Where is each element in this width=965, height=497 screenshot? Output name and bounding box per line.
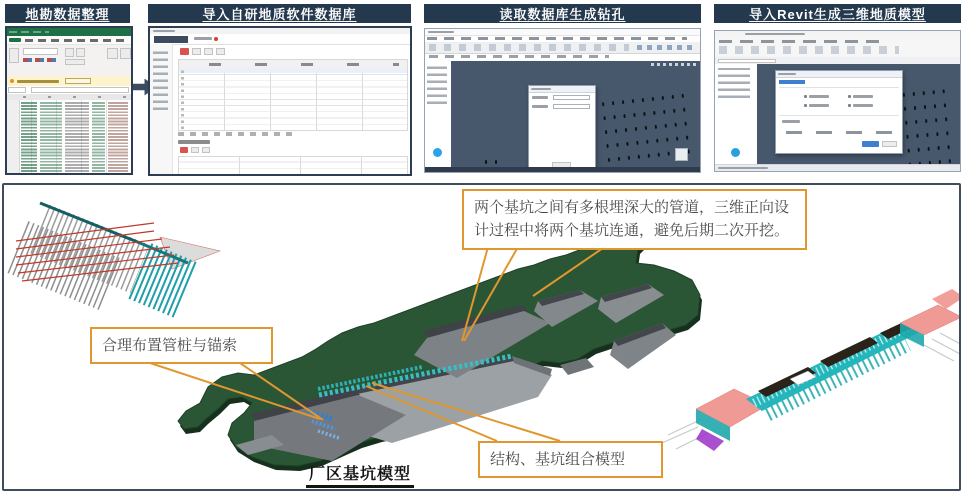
cad-statusbar: [425, 167, 700, 172]
dropdown-field: [553, 95, 590, 100]
geo-model-dialog: [775, 70, 903, 154]
geo-database-screenshot: [148, 26, 412, 176]
excel-ribbon-tabs: [7, 36, 131, 45]
stratum-table: [178, 156, 408, 175]
cad-tree-panel: [425, 61, 452, 167]
active-link: [779, 80, 805, 84]
app-tabbar: [150, 34, 410, 45]
excel-screenshot: [5, 26, 133, 175]
revit-viewport: [757, 64, 960, 165]
callout-pile-anchor: [90, 327, 273, 364]
pile-anchor-model: [16, 203, 220, 291]
callout-pile-anchor-text: 合理布置管桩与锚索: [102, 337, 238, 354]
generate-borehole-dialog: [528, 85, 596, 173]
cancel-button: [882, 141, 897, 147]
view-tools: [651, 63, 697, 66]
table-rows: [179, 68, 407, 130]
excel-titlebar: [7, 28, 131, 36]
enable-content-button: [65, 78, 91, 84]
callout-pipeline-text: 两个基坑之间有多根埋深大的管道，三维正向设计过程中将两个基坑连通，避免后期二次开挖。: [474, 199, 790, 240]
step-1-banner: 地勘数据整理: [5, 4, 130, 23]
revit-statusbar: [715, 164, 960, 171]
borehole-markers: [898, 84, 955, 172]
notification-dot: [214, 37, 218, 41]
delete-button: [180, 48, 189, 55]
warning-icon: [10, 79, 14, 83]
excel-grid: [7, 100, 131, 173]
viewcube-icon: [675, 148, 688, 161]
callout-pipeline: [462, 189, 807, 250]
step-2-banner: 导入自研地质软件数据库: [148, 4, 411, 23]
revit-browser-panel: [715, 64, 758, 165]
callout-combined-model: [478, 441, 663, 478]
ok-button: [862, 141, 879, 147]
dropdown-field: [553, 104, 590, 109]
section-label: [178, 140, 210, 144]
excel-ribbon: [7, 45, 131, 77]
borehole-cad-screenshot: [424, 28, 701, 173]
revit-ribbon: [715, 37, 960, 58]
cad-titlebar: [425, 29, 700, 36]
help-icon: [433, 148, 442, 157]
step-4-banner: 导入Revit生成三维地质模型: [714, 4, 961, 23]
revit-screenshot: [714, 30, 961, 172]
callout-combined-model-text: 结构、基坑组合模型: [490, 451, 626, 468]
cad-menubar: [427, 37, 687, 40]
cad-toolbar: [425, 42, 700, 54]
help-icon: [731, 148, 740, 157]
model-caption: 厂区基坑模型: [306, 461, 414, 488]
structure-pit-model: [662, 289, 959, 451]
checkbox-column: [181, 69, 184, 129]
selected-row: [179, 68, 407, 73]
step-3-banner: 读取数据库生成钻孔: [424, 4, 701, 23]
grid-col-ids: [21, 101, 37, 172]
cad-viewport: [451, 61, 700, 167]
app-sidebar: [150, 44, 173, 174]
borehole-table: [178, 59, 408, 131]
active-tab: [154, 36, 188, 43]
pagination: [178, 132, 298, 136]
